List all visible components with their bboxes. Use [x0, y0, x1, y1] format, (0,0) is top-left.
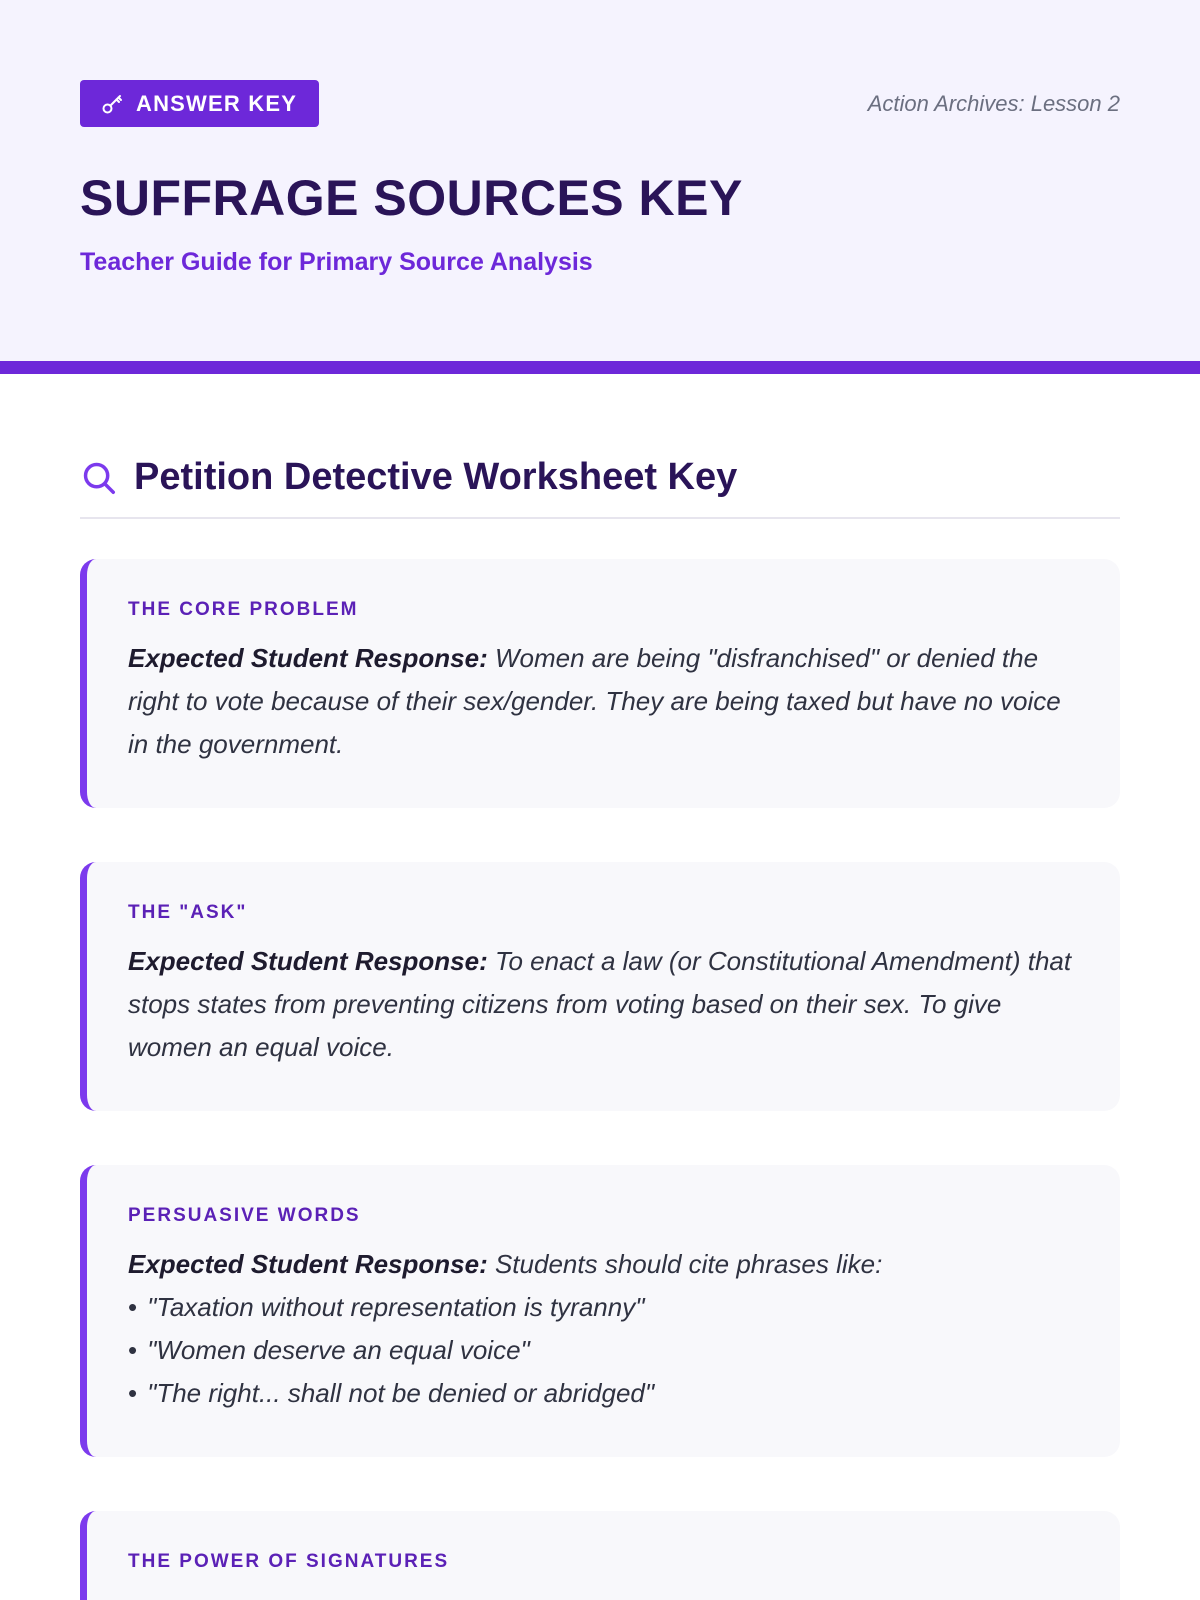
list-item: • "The right... shall not be denied or abridged" — [128, 1372, 1072, 1415]
response-lead: Expected Student Response: — [128, 946, 488, 976]
list-item: • "Women deserve an equal voice" — [128, 1329, 1072, 1372]
answer-card-signatures — [80, 1511, 1120, 1600]
section-title: Petition Detective Worksheet Key — [134, 456, 738, 498]
main-content — [0, 456, 1200, 1600]
response-lead: Expected Student Response: — [128, 643, 488, 673]
card-label: THE POWER OF SIGNATURES — [128, 1551, 450, 1572]
list-item: • "Taxation without representation is tyranny" — [128, 1286, 1072, 1329]
card-response — [128, 637, 1072, 766]
badge-label: ANSWER KEY — [136, 90, 298, 116]
card-response — [128, 1243, 1072, 1286]
search-icon — [80, 459, 118, 497]
key-icon — [100, 92, 124, 116]
answer-card-the-ask — [80, 862, 1120, 1111]
response-text: Students should cite phrases like: — [494, 1249, 883, 1279]
section-heading — [80, 456, 1120, 519]
response-text: To enact a law (or Constitutional Amendment) that stops states from preventing citizens from voting based on their sex. To give women an equal voice. — [128, 946, 1072, 1062]
lesson-label: Action Archives: Lesson 2 — [867, 90, 1120, 116]
response-lead: Expected Student Response: — [128, 1249, 488, 1279]
page-subtitle: Teacher Guide for Primary Source Analysis — [80, 248, 593, 276]
answer-card-persuasive-words — [80, 1165, 1120, 1457]
response-text: Women are being "disfranchised" or denied the right to vote because of their sex/gender. They are being taxed but have no voice in the government. — [128, 643, 1061, 759]
card-label: THE "ASK" — [128, 902, 248, 923]
card-label: PERSUASIVE WORDS — [128, 1205, 361, 1226]
phrase-list — [128, 1286, 1072, 1415]
card-label: THE CORE PROBLEM — [128, 599, 359, 620]
page-title: SUFFRAGE SOURCES KEY — [80, 170, 743, 226]
header-top-row — [80, 80, 1120, 127]
answer-key-badge — [80, 80, 319, 127]
card-response — [128, 940, 1072, 1069]
page-header — [0, 0, 1200, 374]
answer-card-core-problem — [80, 559, 1120, 808]
